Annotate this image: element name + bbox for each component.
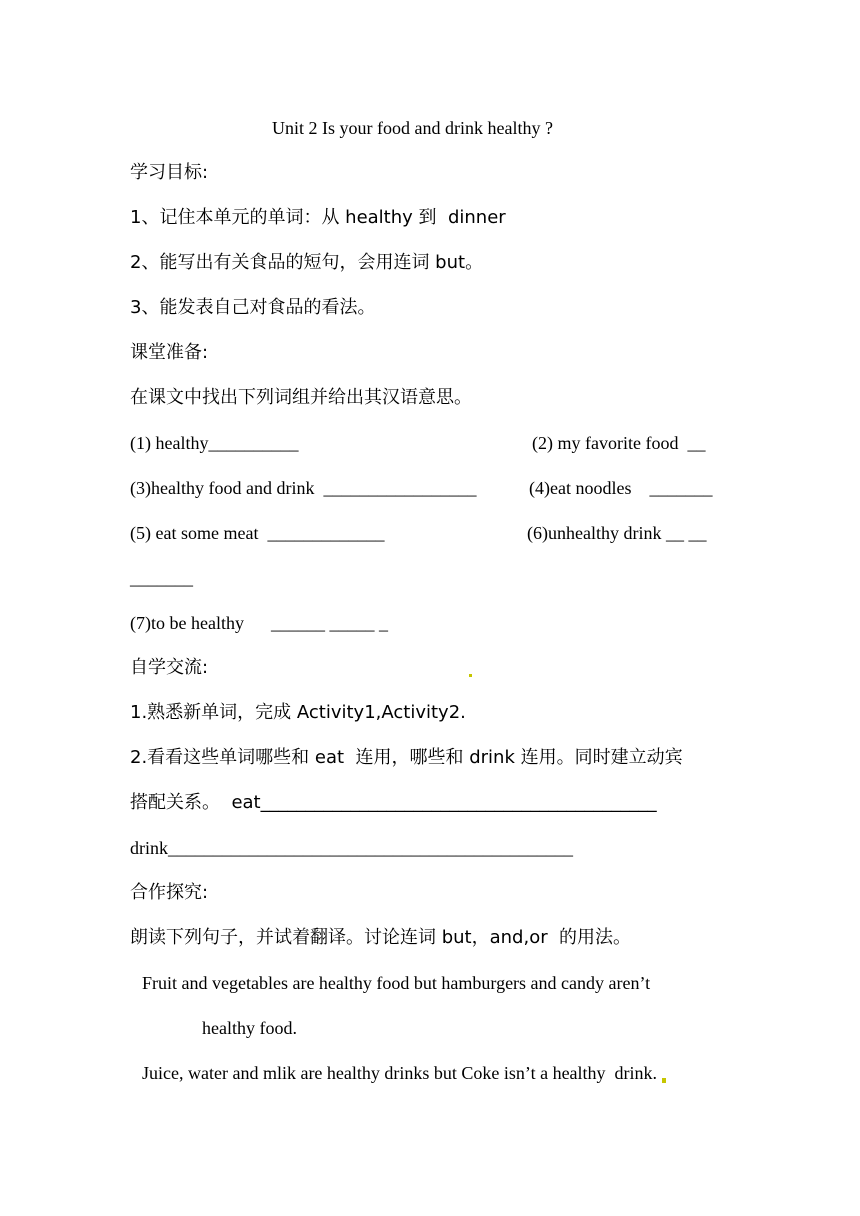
cooperation-heading: 合作探究: — [130, 882, 209, 903]
goal-item-1: 1、记住本单元的单词：从 healthy 到 dinner — [130, 207, 506, 228]
goal-item-3: 3、能发表自己对食品的看法。 — [130, 297, 376, 318]
page-title: Unit 2 Is your food and drink healthy ? — [272, 118, 553, 138]
phrase-3: (3)healthy food and drink _________________ — [130, 478, 477, 498]
phrase-2: (2) my favorite food __ — [532, 433, 706, 453]
sentence-1-continuation: healthy food. — [202, 1018, 297, 1038]
self-study-item-2: 2.看看这些单词哪些和 eat 连用，哪些和 drink 连用。同时建立动宾 — [130, 747, 683, 768]
stray-mark-2 — [662, 1078, 666, 1083]
phrase-7: (7)to be healthy ______ _____ _ — [130, 613, 388, 633]
sentence-2: Juice, water and mlik are healthy drinks but Coke isn’t a healthy drink. — [142, 1063, 658, 1083]
stray-mark — [469, 674, 472, 677]
phrase-5: (5) eat some meat _____________ — [130, 523, 385, 543]
prep-instruction: 在课文中找出下列词组并给出其汉语意思。 — [130, 387, 472, 408]
self-study-item-1: 1.熟悉新单词，完成 Activity1,Activity2. — [130, 702, 466, 723]
prep-heading: 课堂准备: — [130, 342, 209, 363]
phrase-4: (4)eat noodles _______ — [529, 478, 713, 498]
goal-item-2: 2、能写出有关食品的短句，会用连词 but。 — [130, 252, 484, 273]
self-study-heading: 自学交流: — [130, 657, 209, 678]
self-study-item-2-drink: drink_____________________________________________ — [130, 838, 573, 858]
goals-heading: 学习目标: — [130, 162, 209, 183]
phrase-6: (6)unhealthy drink __ __ — [527, 523, 707, 543]
self-study-item-2-eat: 搭配关系。 eat____________________________________________ — [130, 792, 657, 813]
phrase-6-continuation: _______ — [130, 568, 193, 588]
sentence-1: Fruit and vegetables are healthy food but hamburgers and candy aren’t — [142, 973, 651, 993]
cooperation-instruction: 朗读下列句子，并试着翻译。讨论连词 but，and,or 的用法。 — [130, 927, 632, 948]
phrase-1: (1) healthy__________ — [130, 433, 299, 453]
